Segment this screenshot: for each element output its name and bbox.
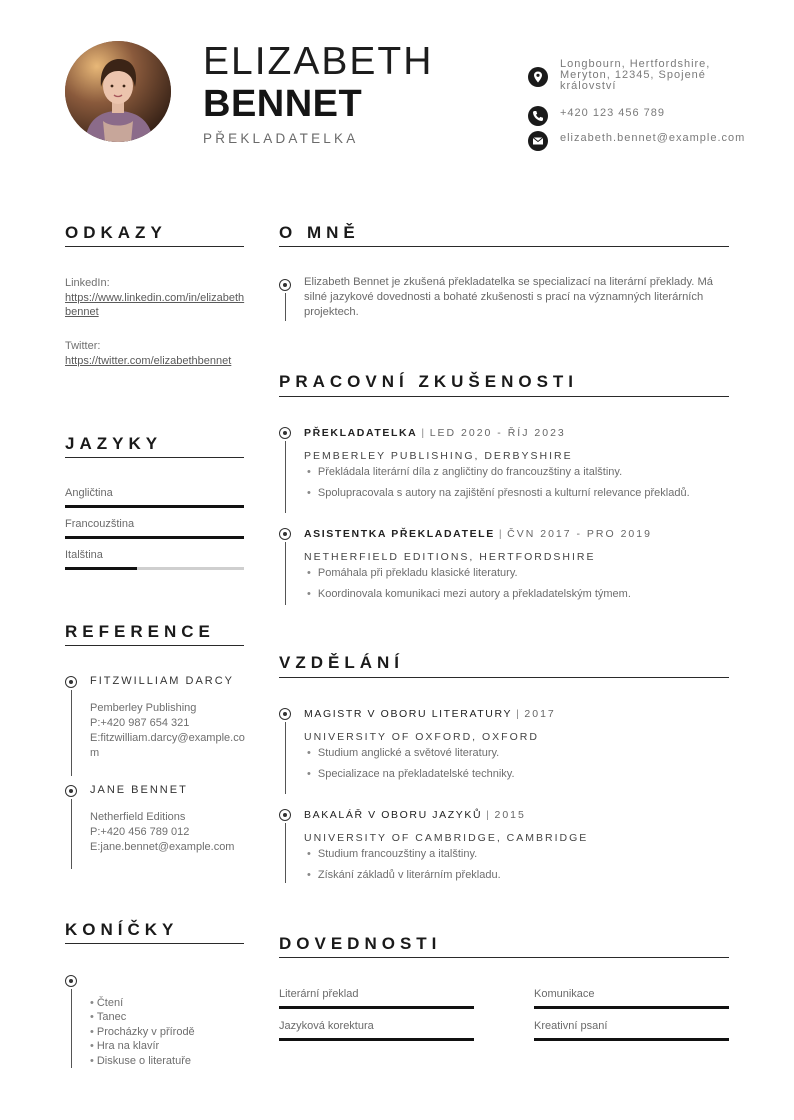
timeline-dot bbox=[279, 279, 291, 291]
education-heading-row: MAGISTR V OBORU LITERATURY | 2017 bbox=[304, 708, 556, 720]
map-pin-icon bbox=[528, 67, 548, 87]
timeline-dot bbox=[279, 708, 291, 720]
language-level-fill bbox=[65, 536, 244, 539]
school: UNIVERSITY OF OXFORD, OXFORD bbox=[304, 731, 539, 743]
link-linkedin bbox=[65, 276, 245, 320]
school: UNIVERSITY OF CAMBRIDGE, CAMBRIDGE bbox=[304, 832, 589, 844]
education-bullet: • Studium anglické a světové literatury. bbox=[307, 747, 499, 759]
hobby-item: • Diskuse o literatuře bbox=[90, 1054, 191, 1069]
timeline-dot bbox=[279, 528, 291, 540]
job-dates: LED 2020 - ŘÍJ 2023 bbox=[429, 427, 566, 439]
first-name: ELIZABETH bbox=[203, 40, 434, 83]
job-bullet: • Spolupracovala s autory na zajištění přesnosti a kulturní relevance překladů. bbox=[307, 487, 690, 499]
timeline-line bbox=[285, 293, 286, 321]
hobby-item: • Čtení bbox=[90, 996, 123, 1011]
job-dates: ČVN 2017 - PRO 2019 bbox=[507, 528, 652, 540]
education-heading-row: BAKALÁŘ V OBORU JAZYKŮ | 2015 bbox=[304, 809, 526, 821]
education-heading: VZDĚLÁNÍ bbox=[279, 653, 404, 672]
job-role: PŘEKLADATELKA bbox=[304, 427, 418, 439]
timeline-line bbox=[285, 542, 286, 605]
reference-company: Pemberley Publishing bbox=[90, 702, 197, 714]
job-bullet: • Koordinovala komunikaci mezi autory a překladatelským týmem. bbox=[307, 588, 631, 600]
skills-heading: DOVEDNOSTI bbox=[279, 934, 442, 953]
reference-name: JANE BENNET bbox=[90, 784, 188, 796]
references-heading: REFERENCE bbox=[65, 622, 215, 641]
year: 2015 bbox=[494, 809, 526, 821]
hobbies-divider bbox=[65, 943, 244, 944]
reference-email: E:fitzwilliam.darcy@example.com bbox=[90, 732, 245, 759]
link-label: Twitter: bbox=[65, 340, 101, 352]
job-role: ASISTENTKA PŘEKLADATELE bbox=[304, 528, 495, 540]
twitter-url[interactable]: https://twitter.com/elizabethbennet bbox=[65, 354, 232, 367]
education-bullet: • Specializace na překladatelské techniky. bbox=[307, 768, 515, 780]
languages-divider bbox=[65, 457, 244, 458]
address-text: Longbourn, Hertfordshire, Meryton, 12345, Spojené království bbox=[560, 58, 711, 92]
timeline-line bbox=[71, 799, 72, 869]
timeline-line bbox=[285, 441, 286, 513]
timeline-dot bbox=[65, 975, 77, 987]
language-level-fill bbox=[65, 505, 244, 508]
degree: BAKALÁŘ V OBORU JAZYKŮ bbox=[304, 809, 483, 821]
education-bullet: • Získání základů v literárním překladu. bbox=[307, 869, 501, 881]
skills-divider bbox=[279, 957, 729, 958]
hobby-item: • Procházky v přírodě bbox=[90, 1025, 195, 1040]
skill-label: Literární překlad bbox=[279, 988, 359, 1000]
reference-phone: P:+420 456 789 012 bbox=[90, 826, 190, 838]
job-bullet: • Pomáhala při překladu klasické literatury. bbox=[307, 567, 518, 579]
about-text: Elizabeth Bennet je zkušená překladatelka se specializací na literární překlady. Má silné jazykové dovednosti a bohaté zkušenosti s prací na významných literárních projektech. bbox=[304, 276, 713, 319]
job-org: NETHERFIELD EDITIONS, HERTFORDSHIRE bbox=[304, 551, 596, 563]
skill-bar bbox=[534, 1038, 729, 1041]
timeline-dot bbox=[65, 785, 77, 797]
reference-email: E:jane.bennet@example.com bbox=[90, 841, 235, 853]
phone-text[interactable]: +420 123 456 789 bbox=[560, 107, 666, 119]
hobby-item: • Hra na klavír bbox=[90, 1039, 159, 1054]
about-heading: O MNĚ bbox=[279, 223, 360, 242]
envelope-icon bbox=[528, 131, 548, 151]
job-org: PEMBERLEY PUBLISHING, DERBYSHIRE bbox=[304, 450, 573, 462]
education-bullet: • Studium francouzštiny a italštiny. bbox=[307, 848, 477, 860]
profile-photo bbox=[65, 41, 171, 142]
skill-label: Kreativní psaní bbox=[534, 1020, 608, 1032]
job-heading: PŘEKLADATELKA | LED 2020 - ŘÍJ 2023 bbox=[304, 427, 566, 439]
skill-bar bbox=[279, 1006, 474, 1009]
link-twitter bbox=[65, 339, 245, 368]
linkedin-url[interactable]: https://www.linkedin.com/in/elizabethbennet bbox=[65, 291, 245, 318]
language-level-bar bbox=[65, 536, 244, 539]
education-divider bbox=[279, 677, 729, 678]
job-title: PŘEKLADATELKA bbox=[203, 131, 359, 146]
link-label: LinkedIn: bbox=[65, 277, 110, 289]
experience-heading: PRACOVNÍ ZKUŠENOSTI bbox=[279, 372, 579, 391]
timeline-line bbox=[71, 989, 72, 1068]
job-heading: ASISTENTKA PŘEKLADATELE | ČVN 2017 - PRO 2019 bbox=[304, 528, 652, 540]
skill-label: Komunikace bbox=[534, 988, 595, 1000]
timeline-dot bbox=[65, 676, 77, 688]
degree: MAGISTR V OBORU LITERATURY bbox=[304, 708, 513, 720]
year: 2017 bbox=[524, 708, 556, 720]
timeline-line bbox=[285, 722, 286, 794]
job-bullet: • Překládala literární díla z angličtiny do francouzštiny a italštiny. bbox=[307, 466, 622, 478]
timeline-line bbox=[285, 823, 286, 883]
reference-phone: P:+420 987 654 321 bbox=[90, 717, 190, 729]
experience-divider bbox=[279, 396, 729, 397]
hobby-item: • Tanec bbox=[90, 1010, 126, 1025]
language-level-fill bbox=[65, 567, 137, 570]
skill-bar bbox=[279, 1038, 474, 1041]
languages-heading: JAZYKY bbox=[65, 434, 163, 453]
timeline-dot bbox=[279, 809, 291, 821]
links-heading: ODKAZY bbox=[65, 223, 167, 242]
timeline-line bbox=[71, 690, 72, 776]
links-divider bbox=[65, 246, 244, 247]
last-name: BENNET bbox=[203, 83, 363, 125]
language-label: Italština bbox=[65, 549, 103, 561]
hobbies-heading: KONÍČKY bbox=[65, 920, 179, 939]
language-label: Francouzština bbox=[65, 518, 135, 530]
language-label: Angličtina bbox=[65, 487, 113, 499]
reference-company: Netherfield Editions bbox=[90, 811, 186, 823]
skill-label: Jazyková korektura bbox=[279, 1020, 374, 1032]
email-text[interactable]: elizabeth.bennet@example.com bbox=[560, 132, 746, 144]
about-divider bbox=[279, 246, 729, 247]
timeline-dot bbox=[279, 427, 291, 439]
language-level-bar bbox=[65, 567, 244, 570]
phone-icon bbox=[528, 106, 548, 126]
reference-name: FITZWILLIAM DARCY bbox=[90, 675, 235, 687]
references-divider bbox=[65, 645, 244, 646]
language-level-bar bbox=[65, 505, 244, 508]
skill-bar bbox=[534, 1006, 729, 1009]
